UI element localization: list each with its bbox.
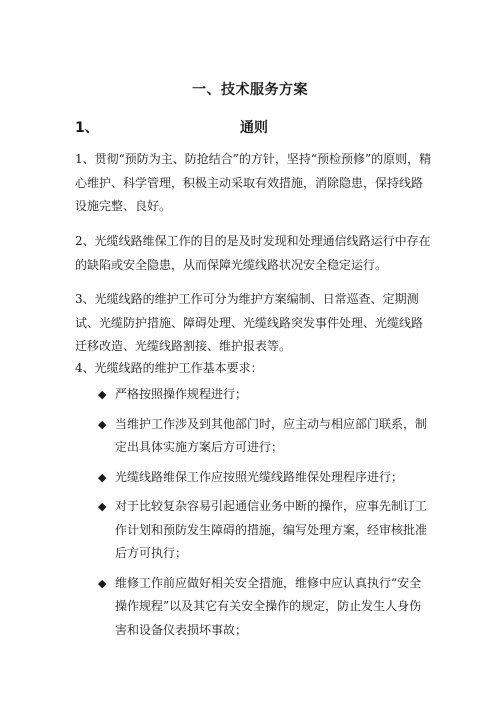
list-item [98,466,433,490]
list-item-text: 严格按照操作规程进行； [115,387,248,401]
diamond-bullet-icon: ◆ [98,417,107,431]
diamond-bullet-icon: ◆ [98,576,107,590]
requirements-list [98,383,433,648]
paragraph-4: 4、光缆线路的维护工作基本要求： [75,361,263,375]
section-number: 1、 [75,120,99,136]
list-item [98,413,433,460]
diamond-bullet-icon: ◆ [98,500,107,513]
paragraph-3: 3、光缆线路的维护工作可分为维护方案编制、日常巡查、定期测试、光缆防护措施、障碍处理、光缆线路突发事件处理、光缆线路迁移改造、光缆线路割接、维护报表等。 [75,292,424,353]
list-item-text: 光缆线路维保工作应按照光缆线路维保处理程序进行； [115,469,404,484]
document-title: 一、技术服务方案 [192,82,308,98]
diamond-bullet-icon: ◆ [98,388,107,401]
list-item-text: 当维护工作涉及到其他部门时，应主动与相应部门联系，制定出具体实施方案后方可进行； [115,416,428,454]
section-title: 通则 [240,120,268,136]
list-item-text: 对于比较复杂容易引起通信业务中断的操作，应事先制订工作计划和预防发生障碍的措施，编写处理方案，经审核批准后方可执行； [115,499,428,560]
list-item [98,572,433,643]
list-item [98,383,433,407]
section-heading [75,117,435,137]
paragraph-1: 1、贯彻“预防为主、防抢结合”的方针，坚持“预检预修”的原则，精心维护、科学管理，积极主动采取有效措施，消除隐患，保持线路设施完整、良好。 [75,152,432,213]
diamond-bullet-icon: ◆ [98,470,107,484]
list-item-text: 维修工作前应做好相关安全措施，维修中应认真执行“安全操作规程”以及其它有关安全操作的规定，防止发生人身伤害和设备仪表损坏事故； [115,575,422,637]
list-item [98,495,433,566]
paragraph-2: 2、光缆线路维保工作的目的是及时发现和处理通信线路运行中存在的缺陷或安全隐患，从而保障光缆线路状况安全稳定运行。 [75,234,431,272]
